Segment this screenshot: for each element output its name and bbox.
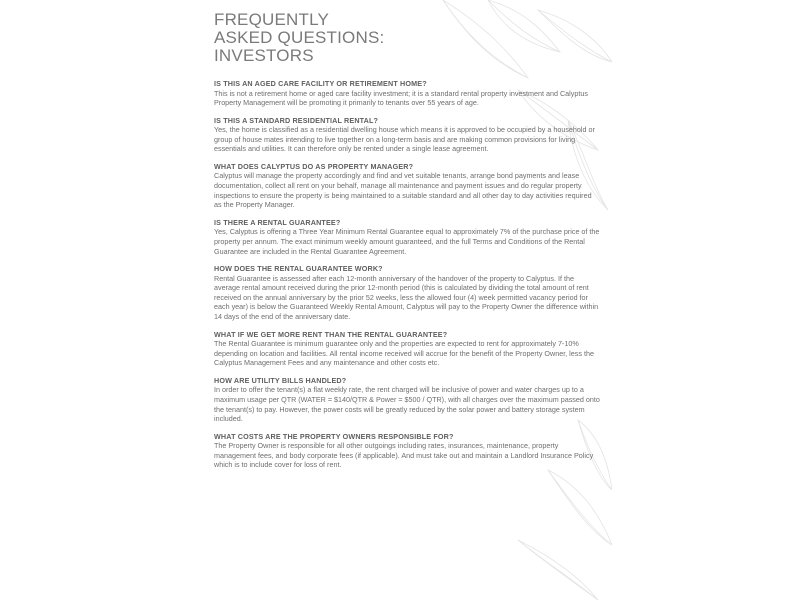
- faq-answer: Calyptus will manage the property accordingly and find and vet suitable tenants, arrange bond payments and lease documentation, collect all rent on your behalf, manage all maintenance and payment issues and do regular property inspections to ensure the property is being maintained to a suitable standard and all other day to day activities required as the Property Manager.: [214, 171, 592, 210]
- page-title: [214, 11, 600, 65]
- faq-answer: In order to offer the tenant(s) a flat weekly rate, the rent charged will be inclusive of power and water charges up to a maximum usage per QTR (WATER = $140/QTR & Power = $500 / QTR), with all charges over the maximum passed onto the tenant(s) to pay. However, the power costs will be greatly reduced by the solar power and battery storage system included.: [214, 385, 600, 424]
- faq-answer: The Property Owner is responsible for all other outgoings including rates, insurances, maintenance, property management fees, and body corporate fees (if applicable). And must take out and maintain a Landlord Insurance Policy which is to include cover for loss of rent.: [214, 441, 594, 470]
- faq-item: [214, 432, 600, 470]
- faq-question: IS THIS A STANDARD RESIDENTIAL RENTAL?: [214, 115, 379, 125]
- document-page: [188, 0, 612, 600]
- faq-item: [214, 79, 600, 108]
- faq-content: [214, 11, 600, 478]
- faq-question: HOW ARE UTILITY BILLS HANDLED?: [214, 375, 347, 385]
- faq-answer: This is not a retirement home or aged care facility investment; it is a standard rental property investment and Calyptus Property Management will be promoting it primarily to tenants over 55 years of age.: [214, 88, 588, 108]
- faq-answer: Yes, Calyptus is offering a Three Year Minimum Rental Guarantee equal to approximately 7% of the purchase price of the property per annum. The exact minimum weekly amount guaranteed, and the full Terms and Conditions of the Rental Guarantee are included in the Rental Guarantee Agreement.: [214, 227, 600, 256]
- title-line-3: INVESTORS: [214, 46, 314, 65]
- faq-item: [214, 218, 600, 256]
- title-line-2: ASKED QUESTIONS:: [214, 28, 385, 47]
- faq-item: [214, 162, 600, 210]
- faq-item: [214, 116, 600, 154]
- faq-answer: Yes, the home is classified as a residential dwelling house which means it is approved to be occupied by a household or group of house mates intending to live together on a long-term basis and are making common provisions for living essentials and utilities. It can therefore only be rented under a single lease agreement.: [214, 125, 595, 154]
- faq-question: WHAT DOES CALYPTUS DO AS PROPERTY MANAGER?: [214, 161, 414, 171]
- faq-answer: Rental Guarantee is assessed after each 12-month anniversary of the handover of the property to Calyptus. If the average rental amount received during the prior 12-month period (this is calculated by dividing the total amount of rent received on the annual anniversary by the prior 52 weeks, less the allowed four (4) week permitted vacancy period for each year) is below the Guaranteed Weekly Rental Amount, Calyptus will pay to the Property Owner the difference within 14 days of the end of the anniversary date.: [214, 273, 599, 321]
- faq-question: HOW DOES THE RENTAL GUARANTEE WORK?: [214, 264, 383, 274]
- faq-item: [214, 330, 600, 368]
- faq-question: WHAT COSTS ARE THE PROPERTY OWNERS RESPONSIBLE FOR?: [214, 431, 454, 441]
- faq-item: [214, 376, 600, 424]
- title-line-1: FREQUENTLY: [214, 10, 330, 29]
- faq-answer: The Rental Guarantee is minimum guarantee only and the properties are expected to rent for approximately 7-10% depending on location and facilities. All rental income received will accrue for the benefit of the Property Owner, less the Calyptus Management Fees and any maintenance and other costs etc.: [214, 339, 594, 368]
- faq-question: WHAT IF WE GET MORE RENT THAN THE RENTAL GUARANTEE?: [214, 329, 448, 339]
- faq-item: [214, 264, 600, 321]
- faq-question: IS THERE A RENTAL GUARANTEE?: [214, 217, 341, 227]
- faq-question: IS THIS AN AGED CARE FACILITY OR RETIREMENT HOME?: [214, 79, 427, 88]
